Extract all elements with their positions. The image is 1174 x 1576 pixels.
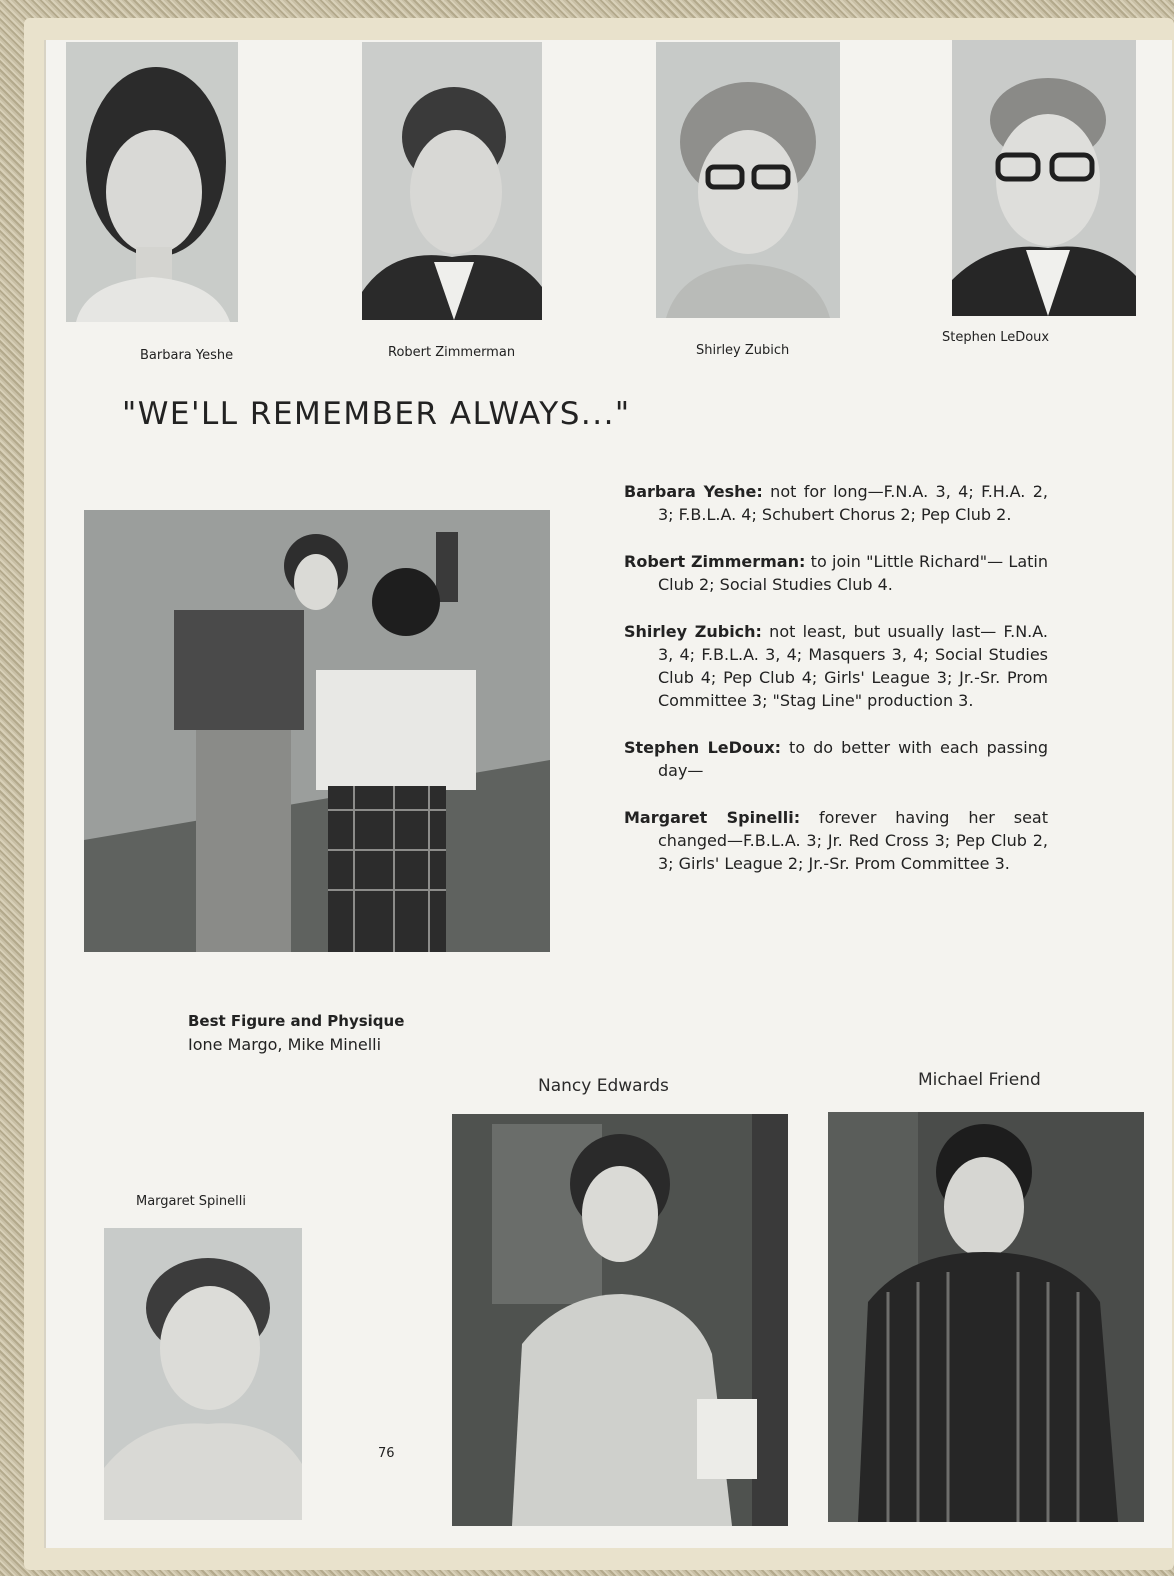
portrait-caption-shirley-zubich: Shirley Zubich: [696, 343, 790, 358]
candid-photo-nancy-edwards: [452, 1114, 788, 1526]
bio-text: forever having her seat changed—F.B.L.A. 3; Jr. Red Cross 3; Pep Club 2, 3; Girls' League 2; Jr.-Sr. Prom Committee 3.: [658, 808, 1049, 873]
portrait-photo-barbara-yeshe: [66, 42, 238, 322]
bio-name: Barbara Yeshe:: [624, 482, 763, 501]
bio-text: to join "Little Richard"— Latin Club 2; Social Studies Club 4.: [658, 552, 1049, 594]
award-names: Ione Margo, Mike Minelli: [188, 1035, 382, 1054]
candid-photo-michael-friend: [828, 1112, 1144, 1522]
portrait-caption-barbara-yeshe: Barbara Yeshe: [140, 348, 234, 363]
page-heading: "WE'LL REMEMBER ALWAYS...": [122, 396, 631, 432]
bio-name: Margaret Spinelli:: [624, 808, 801, 827]
bio-entry: [624, 480, 1048, 526]
portrait-caption-margaret-spinelli: Margaret Spinelli: [136, 1194, 246, 1209]
bio-entry: [624, 736, 1048, 782]
award-title: Best Figure and Physique: [188, 1012, 405, 1030]
bio-text: to do better with each passing day—: [658, 738, 1049, 780]
portrait-photo-margaret-spinelli: [104, 1228, 302, 1520]
bio-entry: [624, 806, 1048, 875]
portrait-caption-robert-zimmerman: Robert Zimmerman: [388, 345, 516, 360]
portrait-caption-stephen-ledoux: Stephen LeDoux: [942, 330, 1050, 345]
handwritten-caption-right: Michael Friend: [918, 1070, 1041, 1090]
bio-text: not least, but usually last— F.N.A. 3, 4; F.B.L.A. 3, 4; Masquers 3, 4; Social Studies Club 4; Pep Club 4; Girls' League 3; Jr.-Sr. Prom Committee 3; "Stag Line" production 3.: [658, 622, 1049, 710]
bio-entry: [624, 550, 1048, 596]
candid-photo-best-figure: [84, 510, 550, 952]
bio-name: Robert Zimmerman:: [624, 552, 806, 571]
portrait-photo-robert-zimmerman: [362, 42, 542, 320]
bio-name: Shirley Zubich:: [624, 622, 762, 641]
portrait-photo-stephen-ledoux: [952, 40, 1136, 316]
portrait-photo-shirley-zubich: [656, 42, 840, 318]
bio-entry: [624, 620, 1048, 712]
bio-name: Stephen LeDoux:: [624, 738, 782, 757]
page-number: 76: [378, 1446, 395, 1461]
handwritten-caption-left: Nancy Edwards: [538, 1076, 669, 1096]
bio-list: [624, 480, 1048, 875]
bio-text: not for long—F.N.A. 3, 4; F.H.A. 2, 3; F.B.L.A. 4; Schubert Chorus 2; Pep Club 2.: [658, 482, 1049, 524]
